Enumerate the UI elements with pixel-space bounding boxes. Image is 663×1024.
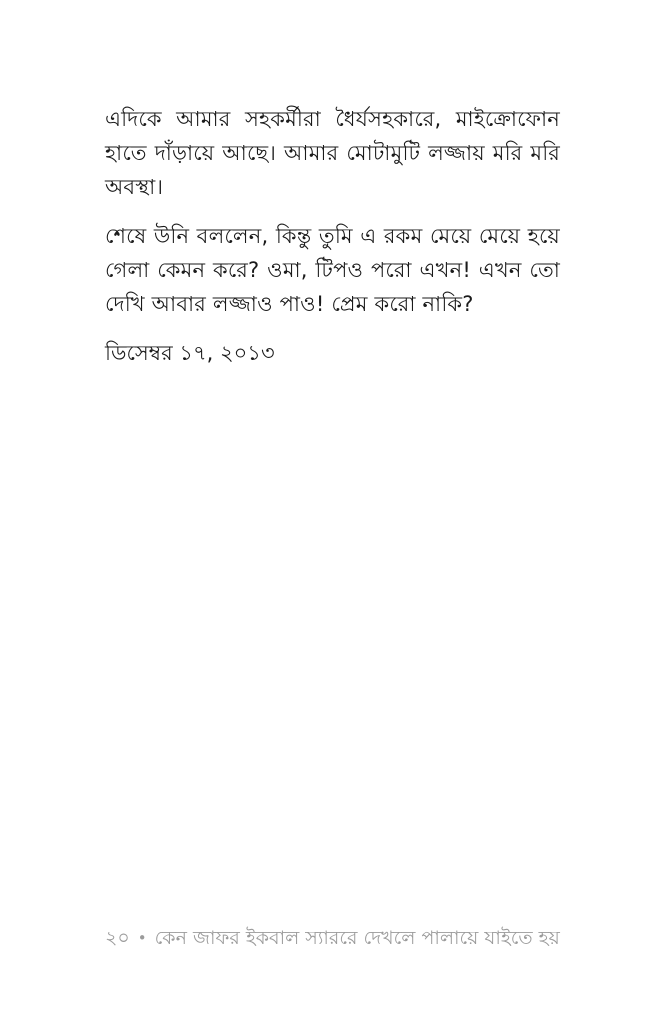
bullet-separator-icon: • (137, 929, 147, 947)
body-text (105, 102, 560, 370)
paragraph-2: শেষে উনি বললেন, কিন্তু তুমি এ রকম মেয়ে মেয়ে হয়ে গেলা কেমন করে? ওমা, টিপও পরো এখন! এখন তো দেখি আবার লজ্জাও পাও! প্রেম করো নাকি? (105, 224, 560, 316)
paragraph-1: এদিকে আমার সহকর্মীরা ধৈর্যসহকারে, মাইক্রোফোন হাতে দাঁড়ায়ে আছে। আমার মোটামুটি লজ্জায় মরি মরি অবস্থা। (105, 107, 560, 199)
book-title: কেন জাফর ইকবাল স্যাররে দেখলে পালায়ে যাইতে হয় (154, 927, 560, 949)
date-line: ডিসেম্বর ১৭, ২০১৩ (105, 341, 275, 365)
page-number: ২০ (105, 927, 130, 949)
page-footer (105, 924, 560, 952)
